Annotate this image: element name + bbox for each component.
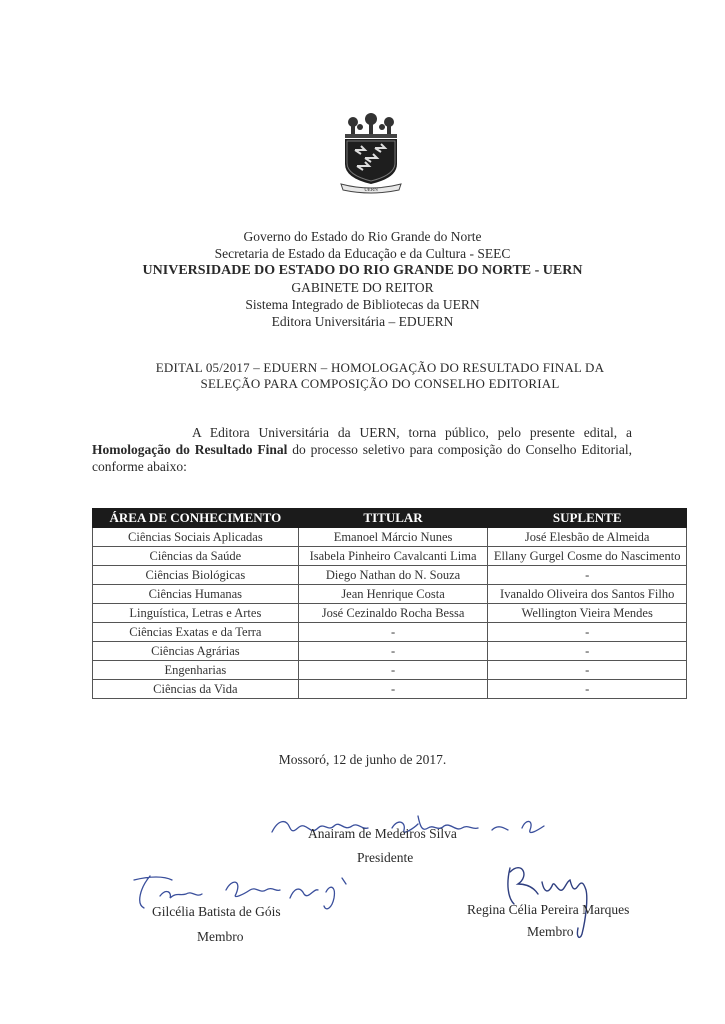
body-text-part2: do processo seletivo para composição do Conselho Editorial, conforme abaixo: [92,442,632,474]
header-titular: TITULAR [298,509,488,528]
header-university: UNIVERSIDADE DO ESTADO DO RIO GRANDE DO NORTE - UERN [142,263,583,278]
cell-area: Ciências Agrárias [93,642,299,661]
table-row [93,642,687,661]
cell-area: Ciências Biológicas [93,566,299,585]
body-text-bold: Homologação do Resultado Final [92,442,288,457]
header-secretariat: Secretaria de Estado da Educação e da Cultura - SEEC [214,246,511,261]
table-header-row [93,509,687,528]
cell-titular: Emanoel Márcio Nunes [298,528,488,547]
body-text-part1: A Editora Universitária da UERN, torna público, pelo presente edital, a [192,425,632,440]
cell-suplente: Ivanaldo Oliveira dos Santos Filho [488,585,687,604]
document-date: Mossoró, 12 de junho de 2017. [278,752,447,767]
cell-suplente: - [488,566,687,585]
member2-name: Regina Célia Pereira Marques [467,902,630,917]
cell-area: Linguística, Letras e Artes [93,604,299,623]
member1-role: Membro [197,929,244,944]
crest-motto-text: UERN [364,188,378,193]
cell-titular: Isabela Pinheiro Cavalcanti Lima [298,547,488,566]
cell-suplente: Wellington Vieira Mendes [488,604,687,623]
cell-titular: - [298,661,488,680]
table-row [93,661,687,680]
cell-titular: Diego Nathan do N. Souza [298,566,488,585]
cell-titular: - [298,642,488,661]
header-press: Editora Universitária – EDUERN [271,314,454,329]
table-row [93,585,687,604]
cell-titular: - [298,623,488,642]
table-row [93,566,687,585]
table-row [93,604,687,623]
cell-suplente: - [488,680,687,699]
edital-title-line2: SELEÇÃO PARA COMPOSIÇÃO DO CONSELHO EDITORIAL [200,376,560,391]
cell-suplente: Ellany Gurgel Cosme do Nascimento [488,547,687,566]
cell-suplente: - [488,661,687,680]
cell-titular: Jean Henrique Costa [298,585,488,604]
cell-titular: José Cezinaldo Rocha Bessa [298,604,488,623]
cell-suplente: - [488,623,687,642]
cell-suplente: José Elesbão de Almeida [488,528,687,547]
table-row [93,547,687,566]
header-suplente: SUPLENTE [488,509,687,528]
cell-suplente: - [488,642,687,661]
header-government: Governo do Estado do Rio Grande do Norte [243,229,482,244]
president-role: Presidente [357,850,414,865]
member2-role: Membro [527,924,574,939]
cell-titular: - [298,680,488,699]
header-area: ÁREA DE CONHECIMENTO [93,509,299,528]
table-row [93,623,687,642]
cell-area: Ciências da Vida [93,680,299,699]
table-row [93,680,687,699]
header-library-system: Sistema Integrado de Bibliotecas da UERN [245,297,480,312]
cell-area: Ciências Humanas [93,585,299,604]
cell-area: Ciências da Saúde [93,547,299,566]
cell-area: Engenharias [93,661,299,680]
edital-title [100,360,660,392]
results-table [92,508,687,699]
body-paragraph [92,424,632,475]
president-name: Anairam de Medeiros Silva [308,826,457,841]
member1-name: Gilcélia Batista de Góis [152,904,281,919]
header-cabinet: GABINETE DO REITOR [291,280,434,295]
cell-area: Ciências Exatas e da Terra [93,623,299,642]
edital-title-line1: EDITAL 05/2017 – EDUERN – HOMOLOGAÇÃO DO RESULTADO FINAL DA [155,360,605,375]
document-header [0,228,725,330]
cell-area: Ciências Sociais Aplicadas [93,528,299,547]
table-row [93,528,687,547]
university-crest-logo [333,112,409,194]
